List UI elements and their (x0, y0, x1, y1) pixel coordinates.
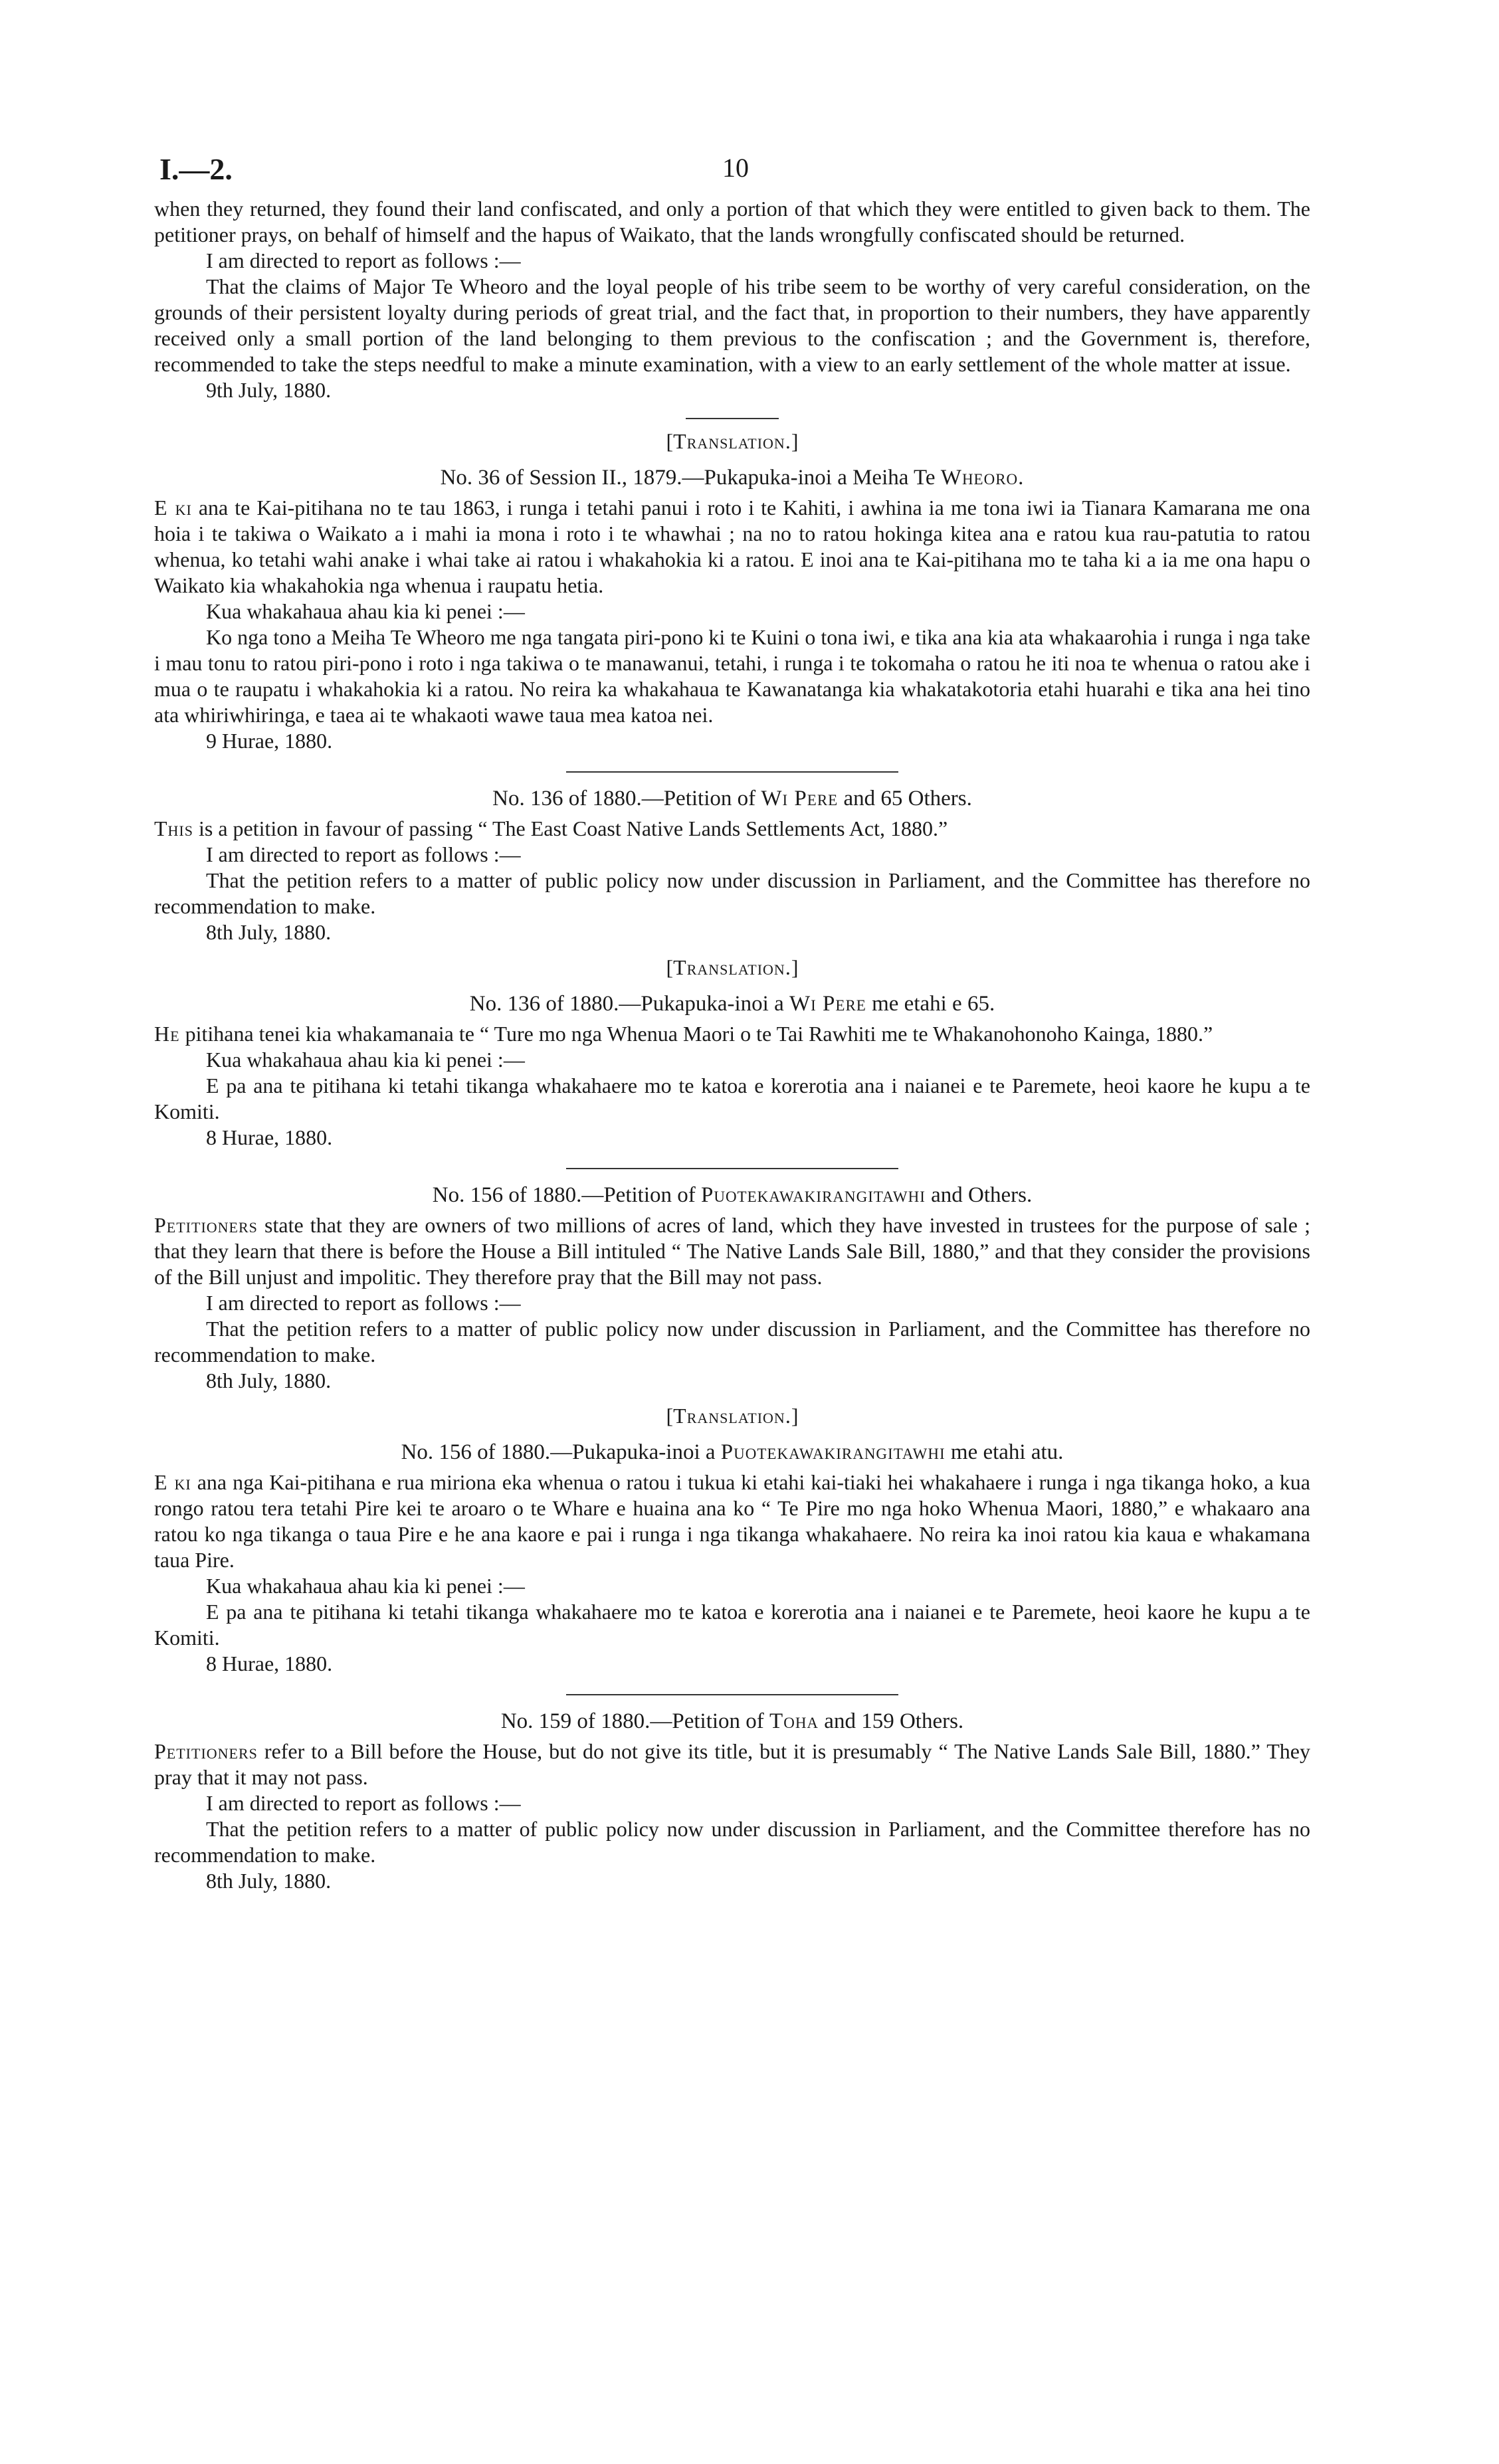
petition-no-156 (154, 1183, 1310, 1394)
committee-report: E pa ana te pitihana ki tetahi tikanga whakahaere mo te katoa e korerotia ana i naianei e te Paremete, heoi kaore he kupu a te Komiti. (154, 1600, 1310, 1650)
petition-heading: No. 136 of 1880.—Pukapuka-inoi a Wi Pere me etahi e 65. (469, 992, 995, 1016)
petition-summary: E ki ana nga Kai-pitihana e rua miriona eka whenua o ratou i tukua ki etahi kai-tiaki hei whakahaere i runga i nga tikanga hoko, a kua rongo ratou tera tetahi Pire kei te aroaro o te Whare e huaina ana ko “ Te Pire mo nga hoko Whenua Maori, 1880,” e whakaaro ana ratou ko nga tikanga o taua Pire e he ana kaore e pai i runga i nga tikanga whakahaere. No reira ka inoi ratou kia kaua e whakamana taua Pire. (154, 1470, 1311, 1572)
continued-petition (154, 196, 1310, 403)
committee-report: That the petition refers to a matter of public policy now under discussion in Parliament, and the Committee has therefore no recommendation to make. (154, 1317, 1310, 1367)
petition-no-159 (154, 1709, 1310, 1894)
report-date: 8th July, 1880. (206, 1869, 332, 1893)
petition-summary: This is a petition in favour of passing “ The East Coast Native Lands Settlements Act, 1880.” (154, 816, 948, 840)
report-intro: I am directed to report as follows :— (206, 842, 521, 866)
report-date: 8th July, 1880. (206, 1369, 332, 1392)
committee-report: That the claims of Major Te Wheoro and the loyal people of his tribe seem to be worthy of very careful consideration, on the grounds of their persistent loyalty during periods of great trial, and the fact that, in proportion to their numbers, they have apparently received only a small portion of the land belonging to them previous to the confiscation ; and the Government is, therefore, recommended to take the steps needful to make a minute examination, with a view to an early settlement of the whole matter at issue. (154, 274, 1310, 376)
translation-no-136 (154, 955, 1310, 1151)
report-date: 8 Hurae, 1880. (206, 1652, 333, 1675)
report-date: 9 Hurae, 1880. (206, 729, 333, 753)
report-date: 8th July, 1880. (206, 920, 332, 944)
petition-heading: No. 159 of 1880.—Petition of Toha and 159 Others. (500, 1709, 964, 1733)
petition-summary: E ki ana te Kai-pitihana no te tau 1863, i runga i tetahi panui i roto i te Kahiti, i awhina ia me tona iwi ia Tianara Kamarana me ona hoia i te takiwa o Waikato a i mahi ia mona i roto i te whawhai ; na no to ratou hokinga kitea ana e ratou kua rau-patutia to ratou whenua, ko tetahi wahi anake i whai take ai ratou i whakahokia ki a ratou. E inoi ana te Kai-pitihana mo te taha ki a ia me ona hapu o Waikato kia whakahokia nga whenua i raupatu hetia. (154, 496, 1311, 597)
petition-heading: No. 36 of Session II., 1879.—Pukapuka-inoi a Meiha Te Wheoro. (440, 466, 1025, 490)
short-divider (686, 418, 779, 419)
translation-label: [Translation.] (666, 1404, 799, 1428)
paper-reference: I.—2. (159, 152, 233, 186)
report-intro: I am directed to report as follows :— (206, 248, 521, 272)
petition-heading: No. 156 of 1880.—Petition of Puotekawakirangitawhi and Others. (432, 1183, 1033, 1207)
petition-no-136 (154, 786, 1310, 945)
committee-report: E pa ana te pitihana ki tetahi tikanga whakahaere mo te katoa e korerotia ana i naianei e te Paremete, heoi kaore he kupu a te Komiti. (154, 1074, 1310, 1123)
petition-summary: Petitioners refer to a Bill before the House, but do not give its title, but it is presumably “ The Native Lands Sale Bill, 1880.” They pray that it may not pass. (154, 1739, 1310, 1789)
section-divider (566, 1694, 898, 1695)
section-divider (566, 1168, 898, 1169)
petition-summary: He pitihana tenei kia whakamanaia te “ Ture mo nga Whenua Maori o te Tai Rawhiti me te Whakanohonoho Kainga, 1880.” (154, 1022, 1213, 1046)
petition-summary: Petitioners state that they are owners of two millions of acres of land, which they have invested in trustees for the purpose of sale ; that they learn that there is before the House a Bill intituled “ The Native Lands Sale Bill, 1880,” and that they consider the provisions of the Bill unjust and impolitic. They therefore pray that the Bill may not pass. (154, 1213, 1310, 1289)
translation-no-36 (154, 428, 1310, 754)
report-intro: Kua whakahaua ahau kia ki penei :— (206, 1574, 525, 1598)
report-intro: I am directed to report as follows :— (206, 1291, 521, 1315)
translation-no-156 (154, 1403, 1310, 1677)
committee-report: That the petition refers to a matter of public policy now under discussion in Parliament, and the Committee has therefore no recommendation to make. (154, 868, 1310, 918)
petition-heading: No. 136 of 1880.—Petition of Wi Pere and 65 Others. (492, 787, 972, 810)
document-page (154, 149, 1310, 1894)
report-intro: Kua whakahaua ahau kia ki penei :— (206, 599, 525, 623)
report-date: 9th July, 1880. (206, 378, 332, 402)
translation-label: [Translation.] (666, 429, 799, 453)
translation-label: [Translation.] (666, 955, 799, 979)
page-number: 10 (722, 153, 749, 183)
report-date: 8 Hurae, 1880. (206, 1125, 333, 1149)
section-divider (566, 771, 898, 773)
report-intro: I am directed to report as follows :— (206, 1791, 521, 1815)
committee-report: That the petition refers to a matter of public policy now under discussion in Parliament, and the Committee therefore has no recommendation to make. (154, 1817, 1310, 1867)
committee-report: Ko nga tono a Meiha Te Wheoro me nga tangata piri-pono ki te Kuini o tona iwi, e tika ana kia ata whakaarohia i runga i nga take i mau tonu to ratou piri-pono i roto i nga takiwa o te manawanui, tetahi, i runga i te tokomaha o ratou he iti noa te whenua o ratou ake i mua o te raupatu i whakahokia ki a ratou. No reira ka whakahaua te Kawanatanga kia whakatakotoria etahi huarahi e tika ana hei tino ata whiriwhiringa, e taea ai te whakaoti wawe taua mea katoa nei. (154, 625, 1310, 727)
petition-heading: No. 156 of 1880.—Pukapuka-inoi a Puotekawakirangitawhi me etahi atu. (401, 1440, 1064, 1464)
page-header (154, 149, 1310, 196)
report-intro: Kua whakahaua ahau kia ki penei :— (206, 1048, 525, 1072)
continued-paragraph: when they returned, they found their land confiscated, and only a portion of that which they were entitled to given back to them. The petitioner prays, on behalf of himself and the hapus of Waikato, that the lands wrongfully confiscated should be returned. (154, 197, 1310, 246)
